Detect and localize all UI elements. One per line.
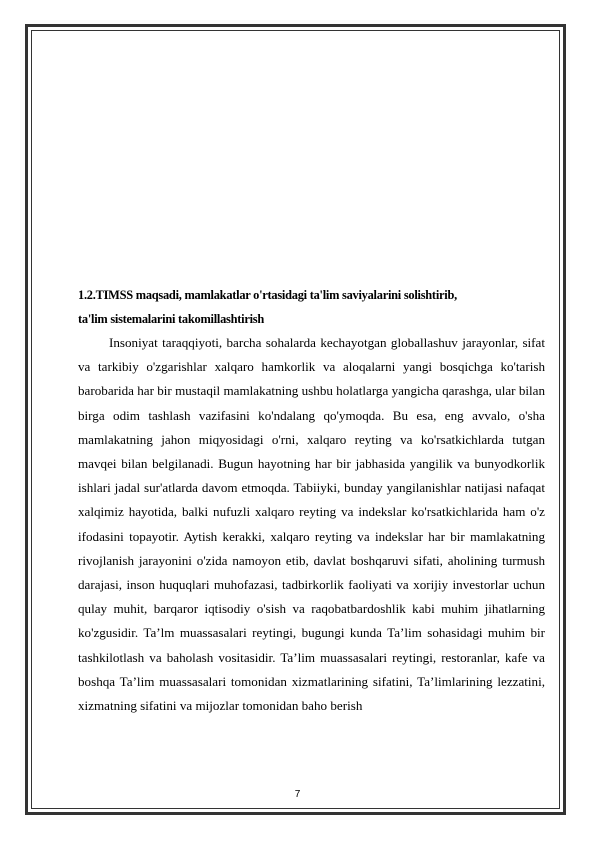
section-heading-line-2: ta'lim sistemalarini takomillashtirish (78, 312, 264, 326)
section-heading (78, 283, 545, 331)
section-heading-line-1: 1.2.TIMSS maqsadi, mamlakatlar o'rtasidagi ta'lim saviyalarini solishtirib, (78, 288, 457, 302)
page-number: 7 (294, 789, 301, 800)
body-paragraph: Insoniyat taraqqiyoti, barcha sohalarda kechayotgan globallashuv jarayonlar, sifat va tarkibiy o'zgarishlar xalqaro hamkorlik va aloqalarni yangi bosqichga ko'tarish barobarida har bir mustaqil mamlakatning ushbu holatlarga yangicha qarashga, ular bilan birga odim tashlash vazifasini ko'ndalang qo'ymoqda. Bu esa, eng avvalo, o'sha mamlakatning jahon miqyosidagi o'rni, xalqaro reyting va ko'rsatkichlarda tutgan mavqei bilan belgilanadi. Bugun hayotning har bir jabhasida yangilik va bunyodkorlik ishlari jadal sur'atlarda davom etmoqda. Tabiiyki, bunday yangilanishlar natijasi nafaqat xalqimiz hayotida, balki nufuzli xalqaro reyting va indekslar ko'rsatkichlarida ham o'z ifodasini topayotir. Aytish kerakki, xalqaro reyting va indekslar har bir mamlakatning rivojlanish jarayonini o'zida namoyon etib, davlat boshqaruvi sifati, aholining turmush darajasi, inson huquqlari muhofazasi, tadbirkorlik faoliyati va xorijiy investorlar uchun qulay muhit, barqaror iqtisodiy o'sish va raqobatbardoshlik kabi muhim jihatlarning ko'zgusidir. Ta’lm muassasalari reytingi, bugungi kunda Ta’lim sohasidagi muhim bir tashkilotlash va baholash vositasidir. Ta’lim muassasalari reytingi, restoranlar, kafe va boshqa Ta’lim muassasalari tomonidan xizmatlarining sifatini, Ta’limlarining lezzatini, xizmatning sifatini va mijozlar tomonidan baho berish (78, 335, 545, 714)
document-body (78, 283, 545, 718)
